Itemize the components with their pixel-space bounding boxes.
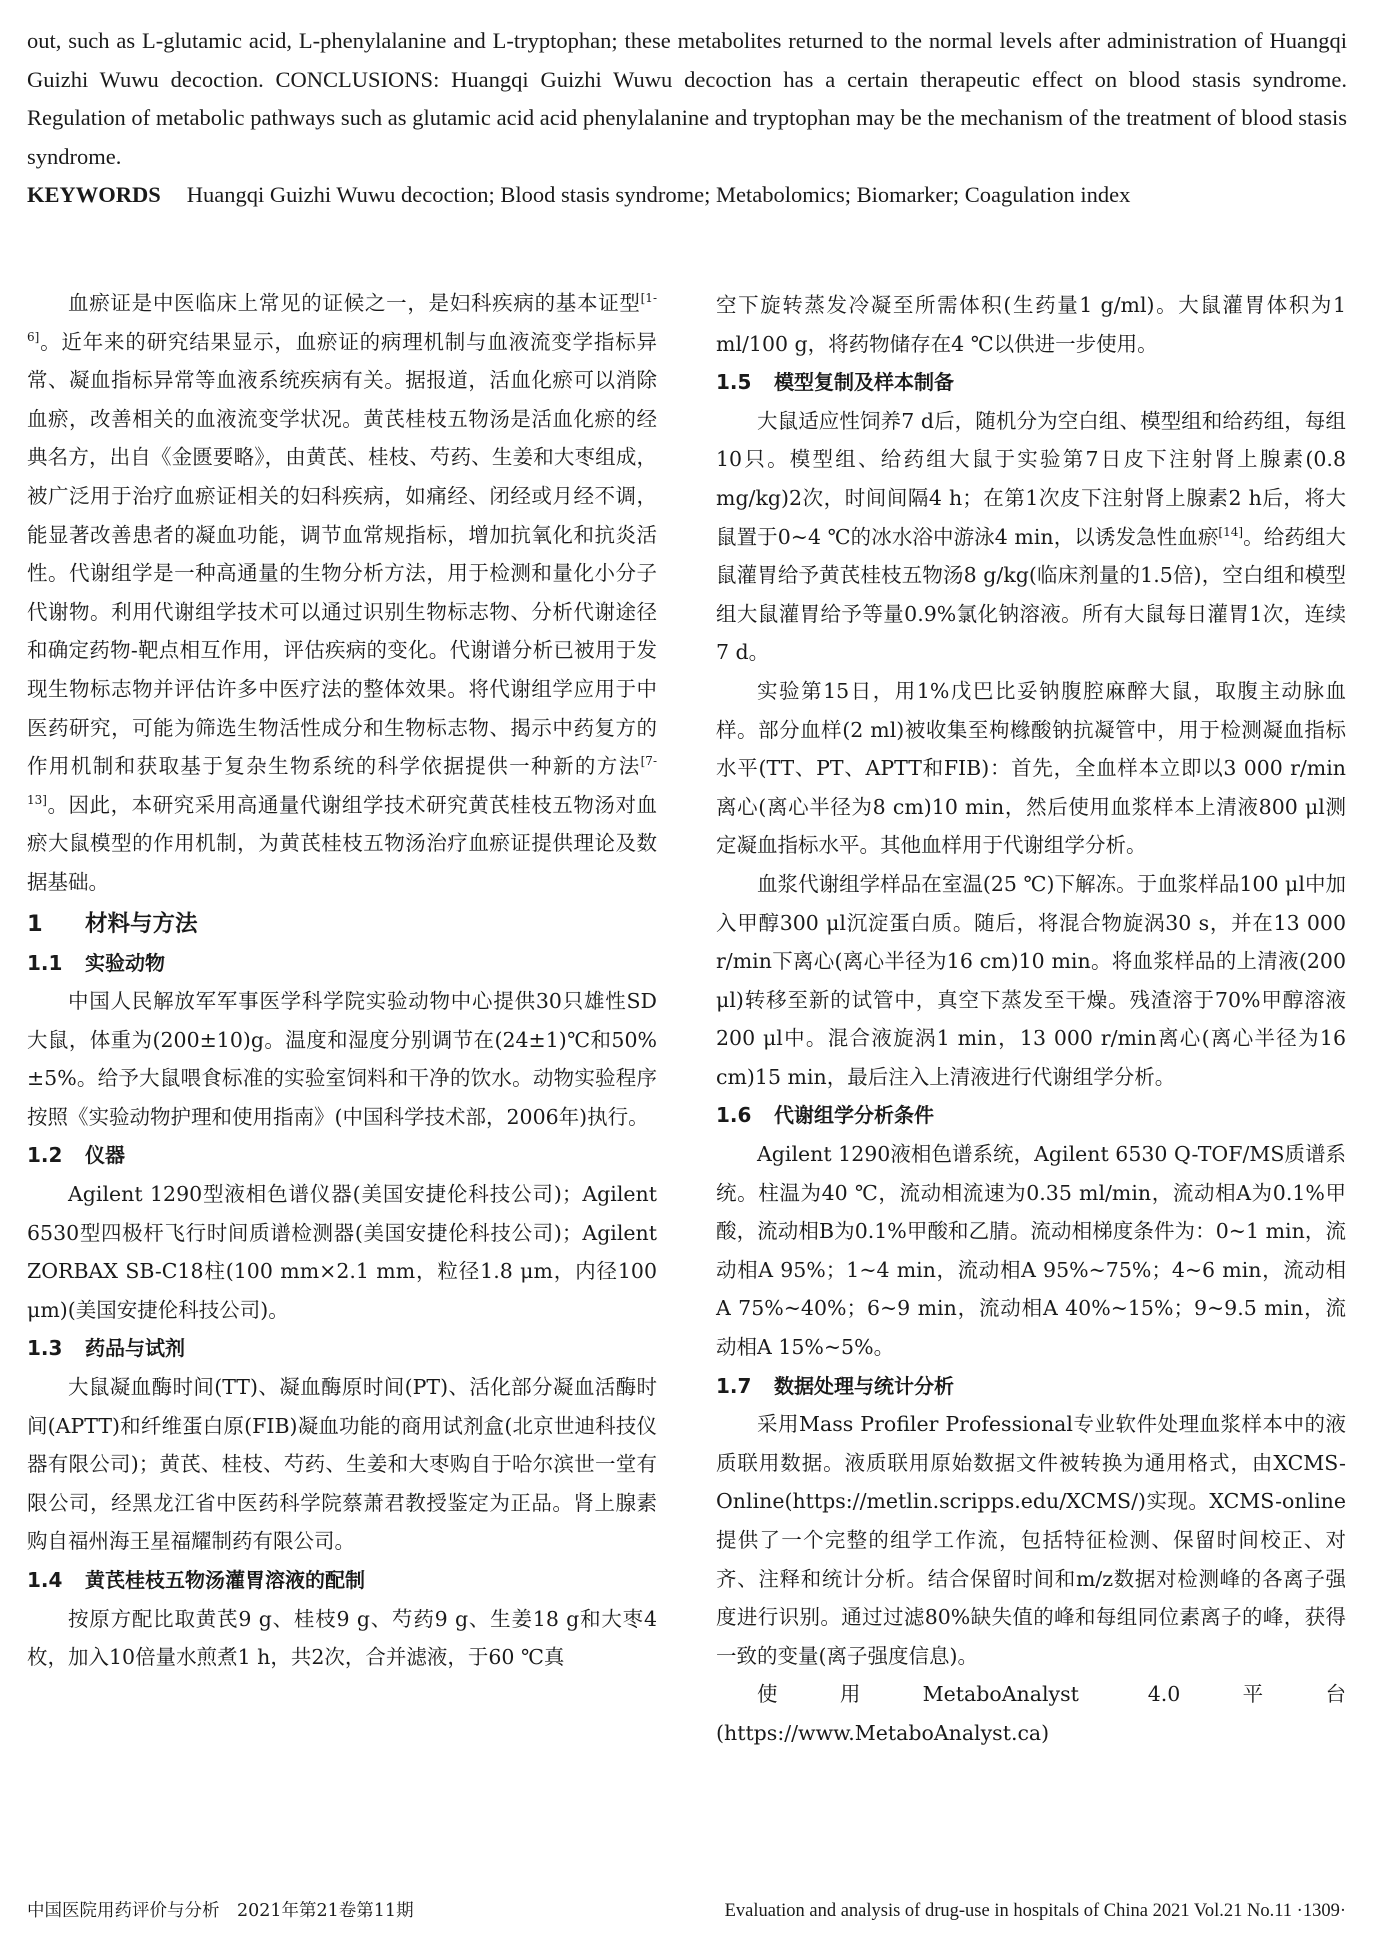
paragraph-1-7-a: 采用Mass Profiler Professional专业软件处理血浆样本中的液质联用数据。液质联用原始数据文件被转换为通用格式，由XCMS-Online(https://metlin.scripps.edu/XCMS/)实现。XCMS-online提供了一个完整的组学工作流，包括特征检测、保留时间校正、对齐、注释和统计分析。结合保留时间和m/z数据对检测峰的各离子强度进行识别。通过过滤80%缺失值的峰和每组同位素离子的峰，获得一致的变量(离子强度信息)。 [716, 1412, 1346, 1668]
citation: [14] [1218, 524, 1244, 539]
keywords-label: KEYWORDS [27, 182, 161, 207]
paragraph-1-4-continued: 空下旋转蒸发冷凝至所需体积(生药量1 g/ml)。大鼠灌胃体积为1 ml/100 g，将药物储存在4 ℃以供进一步使用。 [716, 293, 1346, 356]
english-abstract [27, 22, 1347, 215]
citation: [7-13] [27, 754, 657, 807]
footer-journal-cn: 中国医院用药评价与分析 2021年第21卷第11期 [27, 1901, 414, 1921]
paragraph-1-5-b: 实验第15日，用1%戊巴比妥钠腹腔麻醉大鼠，取腹主动脉血样。部分血样(2 ml)被收集至枸橼酸钠抗凝管中，用于检测凝血指标水平(TT、PT、APTT和FIB)：首先，全血样本立即以3 000 r/min离心(离心半径为8 cm)10 min，然后使用血浆样本上清液800 μl测定凝血指标水平。其他血样用于代谢组学分析。 [716, 678, 1346, 858]
paragraph-1-5-a: 大鼠适应性饲养7 d后，随机分为空白组、模型组和给药组，每组10只。模型组、给药组大鼠于实验第7日皮下注射肾上腺素(0.8 mg/kg)2次，时间间隔4 h；在第1次皮下注射肾上腺素2 h后，将大鼠置于0~4 ℃的冰水浴中游泳4 min，以诱发急性血瘀[14]。给药组大鼠灌胃给予黄芪桂枝五物汤8 g/kg(临床剂量的1.5倍)，空白组和模型组大鼠灌胃给予等量0.9%氯化钠溶液。所有大鼠每日灌胃1次，连续7 d。 [716, 408, 1347, 665]
abstract-text: out, such as L-glutamic acid, L-phenylalanine and L-tryptophan; these metabolites returned to the normal levels after administration of Huangqi Guizhi Wuwu decoction. CONCLUSIONS: Huangqi Guizhi Wuwu decoction has a certain therapeutic effect on blood stasis syndrome. Regulation of metabolic pathways such as glutamic acid acid phenylalanine and tryptophan may be the mechanism of the treatment of blood stasis syndrome. [27, 28, 1347, 169]
subsection-heading-1-3: 1.3 药品与试剂 [27, 1336, 185, 1361]
right-column [716, 286, 1346, 1753]
subsection-heading-1-5: 1.5 模型复制及样本制备 [716, 370, 954, 395]
left-column [27, 284, 657, 1677]
subsection-heading-1-7: 1.7 数据处理与统计分析 [716, 1373, 954, 1398]
intro-paragraph: 血瘀证是中医临床上常见的证候之一，是妇科疾病的基本证型[1-6]。近年来的研究结果显示，血瘀证的病理机制与血液流变学指标异常、凝血指标异常等血液系统疾病有关。据报道，活血化瘀可以消除血瘀，改善相关的血液流变学状况。黄芪桂枝五物汤是活血化瘀的经典名方，出自《金匮要略》，由黄芪、桂枝、芍药、生姜和大枣组成，被广泛用于治疗血瘀证相关的妇科疾病，如痛经、闭经或月经不调，能显著改善患者的凝血功能，调节血常规指标，增加抗氧化和抗炎活性。代谢组学是一种高通量的生物分析方法，用于检测和量化小分子代谢物。利用代谢组学技术可以通过识别生物标志物、分析代谢途径和确定药物-靶点相互作用，评估疾病的变化。代谢谱分析已被用于发现生物标志物并评估许多中医疗法的整体效果。将代谢组学应用于中医药研究，可能为筛选生物活性成分和生物标志物、揭示中药复方的作用机制和获取基于复杂生物系统的科学依据提供一种新的方法[7-13]。因此，本研究采用高通量代谢组学技术研究黄芪桂枝五物汤对血瘀大鼠模型的作用机制，为黄芪桂枝五物汤治疗血瘀证提供理论及数据基础。 [27, 291, 657, 894]
paragraph-1-2: Agilent 1290型液相色谱仪器(美国安捷伦科技公司)；Agilent 6530型四极杆飞行时间质谱检测器(美国安捷伦科技公司)；Agilent ZORBAX SB-C18柱(100 mm×2.1 mm，粒径1.8 μm，内径100 μm)(美国安捷伦科技公司)。 [27, 1182, 657, 1322]
paragraph-1-3: 大鼠凝血酶时间(TT)、凝血酶原时间(PT)、活化部分凝血活酶时间(APTT)和纤维蛋白原(FIB)凝血功能的商用试剂盒(北京世迪科技仪器有限公司)；黄芪、桂枝、芍药、生姜和大枣购自于哈尔滨世一堂有限公司，经黑龙江省中医药科学院蔡萧君教授鉴定为正品。肾上腺素购自福州海王星福耀制药有限公司。 [27, 1375, 657, 1554]
citation: [1-6] [27, 291, 657, 344]
subsection-heading-1-2: 1.2 仪器 [27, 1143, 125, 1168]
subsection-heading-1-4: 1.4 黄芪桂枝五物汤灌胃溶液的配制 [27, 1568, 365, 1592]
paragraph-1-1: 中国人民解放军军事医学科学院实验动物中心提供30只雄性SD大鼠，体重为(200±10)g。温度和湿度分别调节在(24±1)℃和50%±5%。给予大鼠喂食标准的实验室饲料和干净的饮水。动物实验程序按照《实验动物护理和使用指南》(中国科学技术部，2006年)执行。 [27, 989, 657, 1129]
subsection-heading-1-1: 1.1 实验动物 [27, 950, 165, 975]
paragraph-1-4: 按原方配比取黄芪9 g、桂枝9 g、芍药9 g、生姜18 g和大枣4枚，加入10倍量水煎煮1 h，共2次，合并滤液，于60 ℃真 [27, 1606, 657, 1670]
keywords-text: Huangqi Guizhi Wuwu decoction; Blood stasis syndrome; Metabolomics; Biomarker; Coagulation index [186, 182, 1131, 207]
footer-journal-en: Evaluation and analysis of drug-use in hospitals of China 2021 Vol.21 No.11 ·1309· [724, 1901, 1346, 1921]
paragraph-1-7-b: 使用MetaboAnalyst 4.0平台(https://www.MetaboAnalyst.ca) [716, 1682, 1346, 1745]
subsection-heading-1-6: 1.6 代谢组学分析条件 [716, 1103, 934, 1128]
paragraph-1-5-c: 血浆代谢组学样品在室温(25 ℃)下解冻。于血浆样品100 μl中加入甲醇300 μl沉淀蛋白质。随后，将混合物旋涡30 s，并在13 000 r/min下离心(离心半径为16 cm)10 min。将血浆样品的上清液(200 μl)转移至新的试管中，真空下蒸发至干燥。残渣溶于70%甲醇溶液200 μl中。混合液旋涡1 min，13 000 r/min离心(离心半径为16 cm)15 min，最后注入上清液进行代谢组学分析。 [716, 871, 1346, 1089]
paragraph-1-6: Agilent 1290液相色谱系统，Agilent 6530 Q-TOF/MS质谱系统。柱温为40 ℃，流动相流速为0.35 ml/min，流动相A为0.1%甲酸，流动相B为0.1%甲酸和乙腈。流动相梯度条件为：0~1 min，流动相A 95%；1~4 min，流动相A 95%~75%；4~6 min，流动相A 75%~40%；6~9 min，流动相A 40%~15%；9~9.5 min，流动相A 15%~5%。 [716, 1142, 1346, 1360]
section-heading-1: 1 材料与方法 [27, 910, 198, 937]
